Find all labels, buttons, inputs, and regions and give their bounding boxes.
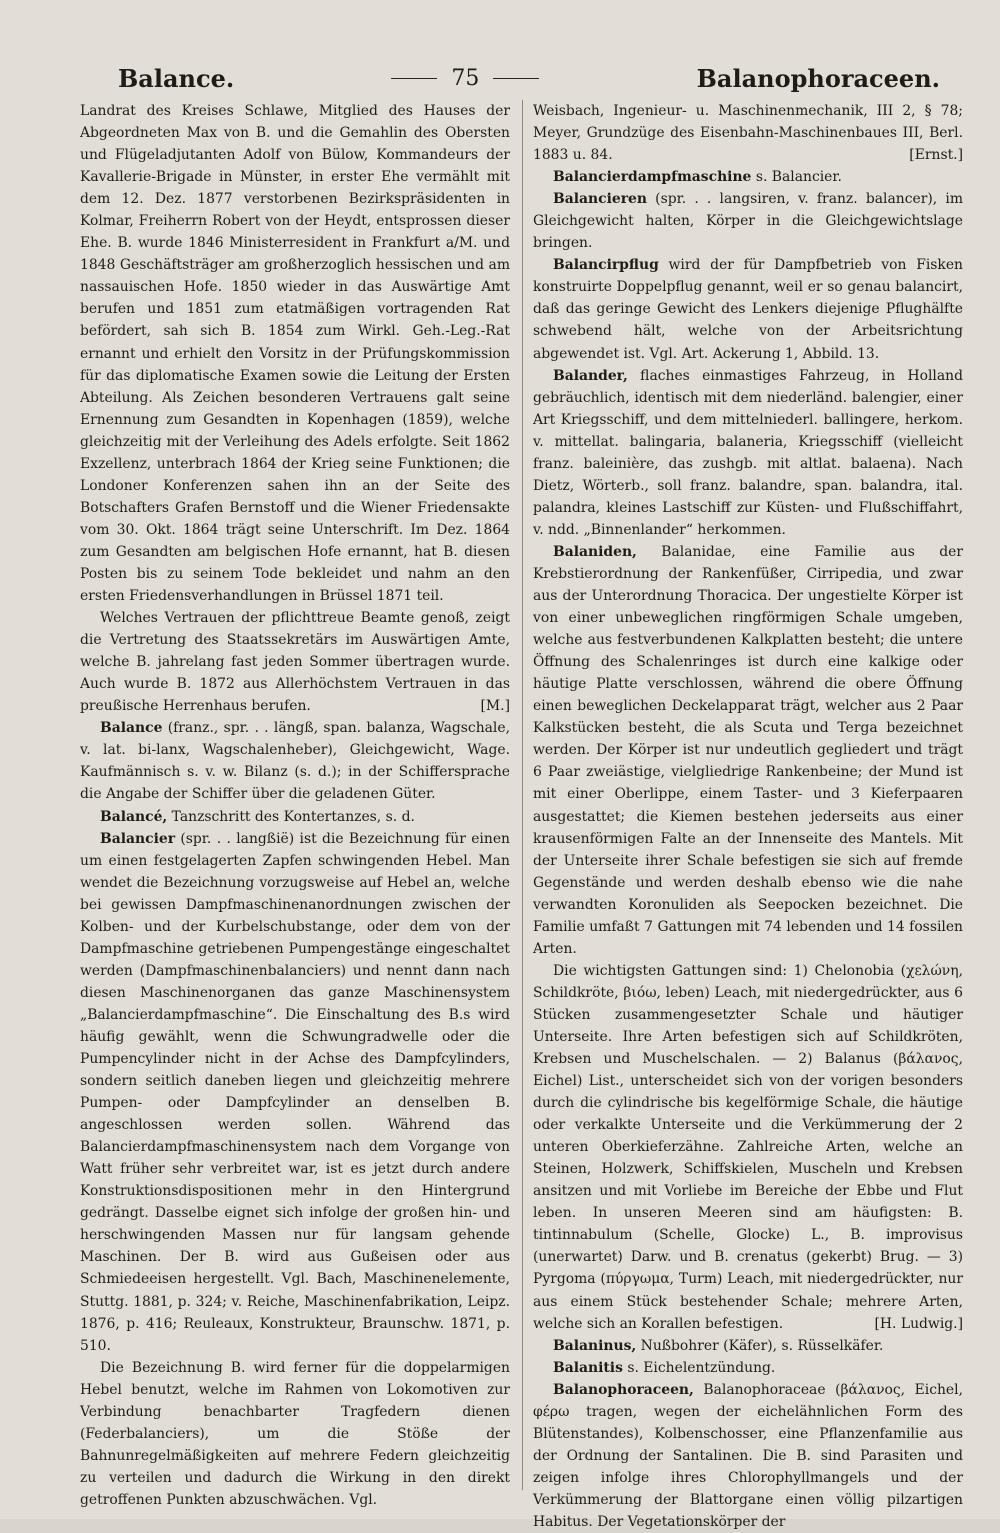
entry-text: Balanidae, eine Familie aus der Krebstierordnung der Rankenfüßer, Cirripedia, und zwar aus der Unterordnung Thoracica. Der ungestielte Körper ist von einer unbeweglichen ringförmigen Schale umgeben, welche aus festverbundenen Kalkplatten besteht; die untere Öffnung des Schalenringes ist durch eine kalkige oder häutige Platte verschlossen, während die obere Öffnung einen beweglichen Deckelapparat trägt, welcher aus 2 Paar Kalkstücken besteht, die als Scuta und Terga bezeichnet werden. Der Körper ist nur undeutlich gegliedert und trägt 6 Paar zweiästige, vielgliedrige Rankenbeine; der Mund ist mit einer Oberlippe, einem Taster- und 3 Kieferpaaren ausgestattet; die Kiemen bestehen jederseits aus einer krausenförmigen Falte an der Innenseite des Mantels. Mit der Unterseite ihrer Schale befestigen sie sich auf fremde Gegenstände und werden deshalb ebenso wie die nahe verwandten Koronuliden als Seepocken bezeichnet. Die Familie umfaßt 7 Gattungen mit 74 lebenden und 14 fossilen Arten. — [533, 543, 963, 957]
entry-headword: Balaniden, — [553, 543, 637, 560]
entry-balaninus — [533, 1335, 963, 1357]
entry-text: flaches einmastiges Fahrzeug, in Holland gebräuchlich, identisch mit dem niederländ. balengier, einer Art Kriegsschiff, und dem mittelniederl. ballingere, herkom. v. mittellat. balingaria, balaneria, Kriegsschiff (vielleicht franz. baleinière, das zushgb. mit altlat. balaena). Nach Dietz, Wörterb., soll franz. balandre, span. balandra, ital. palandra, kleines Lastschiff zur Küsten- und Flußschiffahrt, v. ndd. „Binnenlander“ herkommen. — [533, 367, 963, 538]
left-column — [80, 100, 510, 1511]
running-head-right: Balanophoraceen. — [696, 63, 940, 93]
entry-text: Tanzschritt des Kontertanzes, s. d. — [167, 808, 415, 825]
entry-balanitis — [533, 1357, 963, 1379]
entry-headword: Balance — [100, 720, 163, 737]
page-number-group — [391, 66, 539, 91]
entry-balander — [533, 365, 963, 541]
page-header — [118, 58, 940, 98]
header-rule-left — [391, 78, 437, 79]
entry-text: s. Balancier. — [751, 169, 842, 186]
entry-text: (spr. . . langßië) ist die Bezeichnung für einen um einen festgelagerten Zapfen schwingenden Hebel. Man wendet die Bezeichnung vorzugsweise auf Hebel an, welche bei gewissen Dampfmaschinenanordnungen zwischen der Kolben- und der Kurbelschubstange, oder dem von der Dampfmaschine getriebenen Pumpengestänge eingeschaltet werden (Dampfmaschinenbalanciers) und nennt dann nach diesen Maschinenorganen das ganze Maschinensystem „Balancierdampfmaschine“. Die Einschaltung des B.s wird häufig gewählt, wenn die Schwungradwelle oder die Pumpencylinder nicht in der Achse des Dampfcylinders, sondern seitlich daneben liegen und gleichzeitig mehrere Pumpen- oder Dampfcylinder an denselben B. angeschlossen werden sollen. Während das Balancierdampfmaschinensystem nach dem Vorgange von Watt früher sehr verbreitet war, ist es jetzt durch andere Konstruktionsdispositionen mehr in den Hintergrund gedrängt. Dasselbe eignet sich infolge der großen hin- und herschwingenden Massen nur für langsam gehende Maschinen. Der B. wird aus Gußeisen oder aus Schmiedeeisen hergestellt. Vgl. Bach, Maschinenelemente, Stuttg. 1881, p. 324; v. Reiche, Maschinenfabrikation, Leipz. 1876, p. 416; Reuleaux, Konstrukteur, Braunschw. 1871, p. 510. — [80, 830, 510, 1354]
entry-text: (spr. . . langsiren, v. franz. balancer), im Gleichgewicht halten, Körper in die Gleichgewichtslage bringen. — [533, 191, 963, 252]
entry-headword: Balancieren — [553, 191, 647, 208]
paragraph-gattungen — [533, 960, 963, 1335]
paragraph-bulow-bio — [80, 100, 510, 607]
page-number: 75 — [451, 65, 480, 91]
running-head-left: Balance. — [118, 63, 235, 93]
entry-headword: Balanophoraceen, — [553, 1381, 694, 1398]
entry-text: Balanophoraceae (βάλανος, Eichel, φέρω tragen, wegen der eichelähnlichen Form des Blütenstandes), Kolbenschosser, eine Pflanzenfamilie aus der Ordnung der Santalinen. Die B. sind Parasiten und zeigen infolge ihres Chlorophyllmangels und der Verkümmerung der Blattorgane einen völlig pilzartigen Habitus. Der Vegetationskörper der — [533, 1381, 963, 1530]
paragraph-references — [533, 100, 963, 166]
paragraph-text: Landrat des Kreises Schlawe, Mitglied des Hauses der Abgeordneten Max von B. und die Gemahlin des Obersten und Flügeladjutanten Adolf von Bülow, Kommandeurs der Kavallerie-Brigade in Münster, in erster Ehe vermählt mit dem 12. Dez. 1877 verstorbenen Bezirkspräsidenten in Kolmar, Freiherrn Robert von der Heydt, entsprossen dieser Ehe. B. wurde 1846 Ministerresident in Frankfurt a/M. und 1848 Geschäftsträger am großherzoglich hessischen und am nassauischen Hofe. 1850 wieder in das Auswärtige Amt berufen und 1851 zum etatmäßigen vortragenden Rat befördert, sah sich B. 1854 zum Wirkl. Geh.-Leg.-Rat ernannt und erhielt den Vorsitz in der Prüfungskommission für das diplomatische Examen sowie die Leitung der Ersten Abteilung. Als Zeichen besonderen Vertrauens galt seine Ernennung zum Gesandten in Kopenhagen (1859), welche gleichzeitig mit der Verleihung des Adels erfolgte. Seit 1862 Exzellenz, unterbrach 1864 der Krieg seine Funktionen; die Londoner Konferenzen sahen ihn an der Seite des Botschafters Grafen Bernstoff und die Wiener Friedensakte vom 30. Okt. 1864 trägt seine Unterschrift. Im Dez. 1864 zum Gesandten am belgischen Hofe ernannt, hat B. diesen Posten bis zu seinem Tode bekleidet und nahm an den ersten Friedensverhandlungen in Brüssel 1871 teil. — [80, 103, 510, 605]
entry-balance — [80, 717, 510, 805]
entry-headword: Balancirpflug — [553, 257, 659, 274]
paragraph-federbalanciers — [80, 1357, 510, 1511]
author-signature: [H. Ludwig.] — [874, 1315, 963, 1332]
column-divider — [522, 100, 523, 1490]
paragraph-text: Die Bezeichnung B. wird ferner für die doppelarmigen Hebel benutzt, welche im Rahmen von Lokomotiven zur Verbindung benachbarter Tragfedern dienen (Federbalanciers), um die Stöße der Bahnunregelmäßigkeiten auf mehrere Federn gleichzeitig zu verteilen und dadurch die Wirkung in den direkt getroffenen Punkten abzuschwächen. Vgl. — [80, 1359, 510, 1508]
entry-text: wird der für Dampfbetrieb von Fisken konstruirte Doppelpflug genannt, weil er so genau balancirt, daß das geringe Gewicht des Lenkers diejenige Pflughälfte schwebend hält, welche von der Arbeitsrichtung abgewendet ist. Vgl. Art. Ackerung 1, Abbild. 13. — [533, 257, 963, 362]
author-signature: [M.] — [480, 698, 510, 715]
paragraph-text: Die wichtigsten Gattungen sind: 1) Chelonobia (χελώνη, Schildkröte, βιόω, leben) Leach, mit niedergedrückter, aus 6 Stücken zusammengesetzter Schale und häutiger Unterseite. Ihre Arten befestigen sich auf Schildkröten, Krebsen und Muschelschalen. — 2) Balanus (βάλανος, Eichel) List., unterscheidet sich von der vorigen besonders durch die cylindrische bis kegelförmige Schale, die häutige oder verkalkte Unterseite und die Verkümmerung der 2 unteren Oberkieferzähne. Zahlreiche Arten, welche an Steinen, Holzwerk, Schiffskielen, Muscheln und Krebsen ansitzen und mit Vorliebe im Bereiche der Ebbe und Flut leben. In unseren Meeren sind am häufigsten: B. tintinnabulum (Schelle, Glocke) L., B. improvisus (unerwartet) Darw. und B. crenatus (gekerbt) Brug. — 3) Pyrgoma (πύργωμα, Turm) Leach, mit niedergedrückter, nur aus einem Stück bestehender Schale; mehrere Arten, welche sich an Korallen befestigen. — [533, 962, 963, 1332]
entry-headword: Balaninus, — [553, 1337, 637, 1354]
entry-balancier — [80, 828, 510, 1357]
entry-text: s. Eichelentzündung. — [622, 1359, 776, 1376]
entry-text: Nußbohrer (Käfer), s. Rüsselkäfer. — [636, 1337, 884, 1354]
entry-balancieren — [533, 188, 963, 254]
entry-balance-dance — [80, 806, 510, 828]
entry-balancirpflug — [533, 254, 963, 364]
paragraph-text: Welches Vertrauen der pflichttreue Beamte genoß, zeigt die Vertretung des Staatssekretärs im Auswärtigen Amte, welche B. jahrelang fast jeden Sommer übertragen wurde. Auch wurde B. 1872 aus Allerhöchstem Vertrauen in das preußische Herrenhaus berufen. — [80, 610, 510, 715]
entry-balancierdampfmaschine — [533, 166, 963, 188]
text-columns — [80, 100, 963, 1530]
header-rule-right — [493, 78, 539, 79]
entry-balanophoraceen — [533, 1379, 963, 1533]
entry-headword: Balancier — [100, 830, 176, 847]
paragraph-trust — [80, 607, 510, 717]
entry-headword: Balander, — [553, 367, 628, 384]
entry-text: (franz., spr. . . längß, span. balanza, Wagschale, v. lat. bi-lanx, Wagschalenheber), Gleichgewicht, Wage. Kaufmännisch s. v. w. Bilanz (s. d.); in der Schiffersprache die Angabe der Schiffer über die geladenen Güter. — [80, 720, 510, 803]
paragraph-text: Weisbach, Ingenieur- u. Maschinenmechanik, III 2, § 78; Meyer, Grundzüge des Eisenbahn-Maschinenbaues III, Berl. 1883 u. 84. — [533, 103, 963, 164]
entry-balaniden — [533, 541, 963, 960]
right-column — [533, 100, 963, 1533]
author-signature: [Ernst.] — [909, 147, 963, 164]
entry-headword: Balanitis — [553, 1359, 623, 1376]
entry-headword: Balancé, — [100, 808, 168, 825]
entry-headword: Balancierdampfmaschine — [553, 169, 752, 186]
